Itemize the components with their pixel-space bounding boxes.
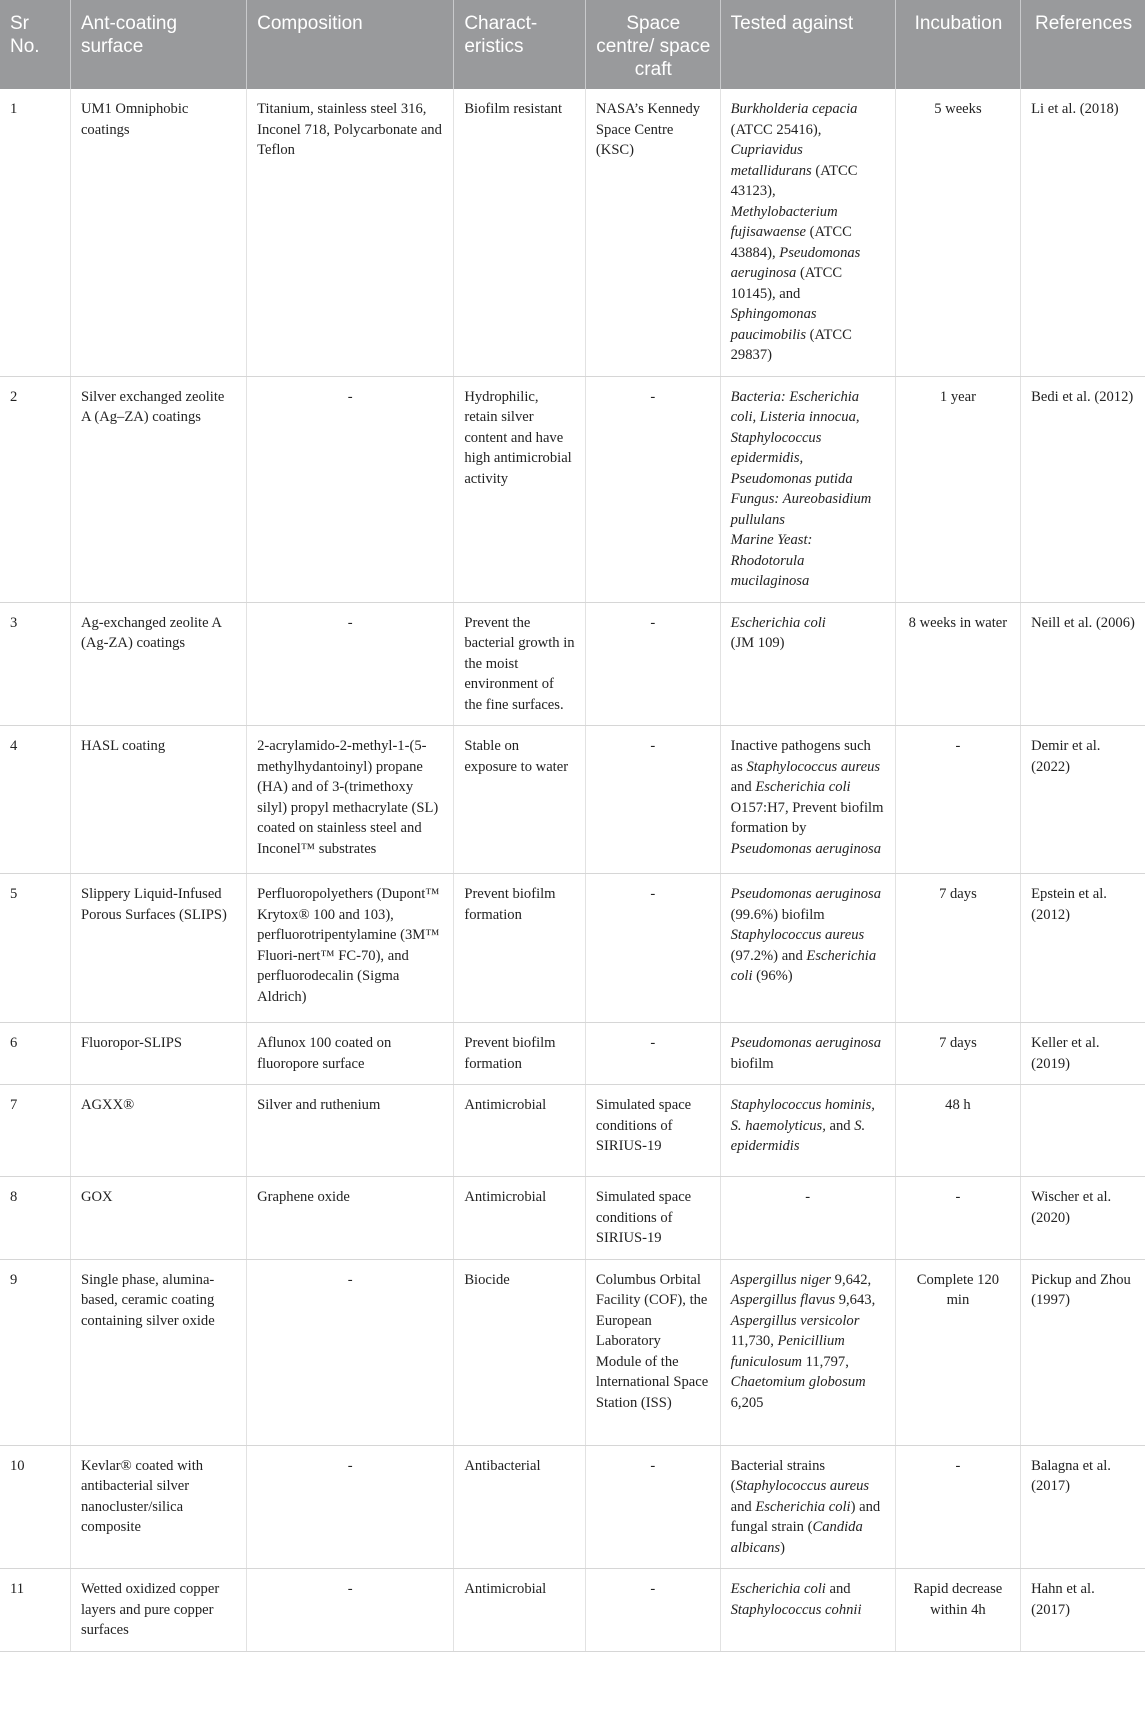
cell-composition: 2-acrylamido-2-methyl-1-(5-methylhydantoinyl) propane (HA) and of 3-(trimethoxy silyl) propyl methacrylate (SL) coated on stainless steel and Inconel™ substrates <box>247 726 454 874</box>
cell-characteristics: Prevent biofilm formation <box>454 1023 586 1085</box>
tested-segment: and <box>730 779 756 795</box>
tested-segment: (99.6%) biofilm <box>730 906 825 923</box>
cell-surface: Ag-exchanged zeolite A (Ag-ZA) coatings <box>70 602 246 726</box>
tested-segment: (ATCC 25416), <box>730 121 822 138</box>
cell-sr: 1 <box>0 89 70 376</box>
tested-segment: Pseudomonas aeruginosa <box>730 1035 882 1051</box>
tested-segment: - <box>805 1189 811 1205</box>
cell-characteristics: Antimicrobial <box>454 1569 586 1652</box>
tested-segment: 11,797, <box>801 1353 849 1370</box>
cell-tested-against <box>720 1569 895 1652</box>
cell-space: - <box>585 1023 720 1085</box>
cell-surface: GOX <box>70 1177 246 1260</box>
cell-incubation: - <box>895 1445 1020 1569</box>
cell-space: - <box>585 726 720 874</box>
cell-sr: 5 <box>0 874 70 1023</box>
table-row <box>0 602 1145 726</box>
header-space: Space centre/ space craft <box>585 0 720 89</box>
cell-references: Wischer et al. (2020) <box>1021 1177 1145 1260</box>
tested-segment: (96%) <box>752 968 793 984</box>
tested-segment: Chaetomium globosum <box>730 1374 866 1390</box>
tested-segment: Escherichia coli <box>730 614 826 631</box>
cell-references: Bedi et al. (2012) <box>1021 376 1145 602</box>
cell-sr: 11 <box>0 1569 70 1652</box>
cell-sr: 4 <box>0 726 70 874</box>
cell-surface: UM1 Omniphobic coatings <box>70 89 246 376</box>
tested-segment: Aspergillus versicolor <box>730 1312 860 1329</box>
tested-segment: Burkholderia cepacia <box>730 101 858 117</box>
header-surface: Ant-coating surface <box>70 0 246 89</box>
cell-characteristics: Antibacterial <box>454 1445 586 1569</box>
cell-surface: Silver exchanged zeolite A (Ag–ZA) coatings <box>70 376 246 602</box>
cell-incubation: 5 weeks <box>895 89 1020 376</box>
cell-surface: Single phase, alumina-based, ceramic coating containing silver oxide <box>70 1259 246 1445</box>
tested-segment: Staphylococcus cohnii <box>730 1601 862 1618</box>
table-row <box>0 1023 1145 1085</box>
table-body <box>0 89 1145 1651</box>
tested-segment: Pseudomonas aeruginosa <box>730 840 882 857</box>
cell-sr: 10 <box>0 1445 70 1569</box>
cell-tested-against <box>720 89 895 376</box>
tested-segment: Staphylococcus aureus <box>730 927 865 943</box>
cell-space: - <box>585 376 720 602</box>
cell-tested-against <box>720 1177 895 1260</box>
cell-sr: 3 <box>0 602 70 726</box>
cell-space: - <box>585 602 720 726</box>
table-row <box>0 726 1145 874</box>
tested-segment: Escherichia coli <box>730 947 877 984</box>
cell-tested-against <box>720 602 895 726</box>
cell-incubation: - <box>895 1177 1020 1260</box>
table-row <box>0 376 1145 602</box>
cell-tested-against <box>720 1023 895 1085</box>
cell-space: NASA’s Kennedy Space Centre (KSC) <box>585 89 720 376</box>
cell-surface: AGXX® <box>70 1085 246 1177</box>
cell-composition: - <box>247 1445 454 1569</box>
header-characteristics: Charact-eristics <box>454 0 586 89</box>
tested-segment: Bacteria: Escherichia coli, Listeria innocua, Staphylococcus epidermidis, Pseudomonas putida <box>730 388 860 487</box>
tested-segment: and <box>730 1498 756 1515</box>
tested-segment: ) <box>780 1539 785 1556</box>
cell-tested-against <box>720 1259 895 1445</box>
header-incubation: Incubation <box>895 0 1020 89</box>
cell-space: - <box>585 1445 720 1569</box>
cell-composition: - <box>247 602 454 726</box>
table-row <box>0 1445 1145 1569</box>
cell-composition: - <box>247 1569 454 1652</box>
cell-characteristics: Hydrophilic, retain silver content and have high antimicrobial activity <box>454 376 586 602</box>
tested-segment: Marine Yeast: Rhodotorula mucilaginosa <box>730 532 813 589</box>
header-references: References <box>1021 0 1145 89</box>
cell-characteristics: Biocide <box>454 1259 586 1445</box>
cell-incubation: Rapid decrease within 4h <box>895 1569 1020 1652</box>
tested-segment: Escherichia coli <box>755 779 851 795</box>
header-composition: Composition <box>247 0 454 89</box>
cell-references <box>1021 1085 1145 1177</box>
cell-references: Epstein et al. (2012) <box>1021 874 1145 1023</box>
cell-references: Neill et al. (2006) <box>1021 602 1145 726</box>
cell-surface: Wetted oxidized copper layers and pure copper surfaces <box>70 1569 246 1652</box>
cell-space: - <box>585 1569 720 1652</box>
cell-sr: 6 <box>0 1023 70 1085</box>
tested-segment: (ATCC 43123), <box>730 162 858 199</box>
tested-segment: Staphylococcus hominis, S. haemolyticus, <box>730 1097 875 1134</box>
cell-tested-against <box>720 1445 895 1569</box>
tested-segment: S. epidermidis <box>730 1117 866 1154</box>
header-sr: Sr No. <box>0 0 70 89</box>
cell-incubation: 48 h <box>895 1085 1020 1177</box>
cell-space: Simulated space conditions of SIRIUS-19 <box>585 1177 720 1260</box>
cell-references: Pickup and Zhou (1997) <box>1021 1259 1145 1445</box>
cell-composition: Silver and ruthenium <box>247 1085 454 1177</box>
cell-references: Balagna et al. (2017) <box>1021 1445 1145 1569</box>
tested-segment: (97.2%) and <box>730 947 807 964</box>
tested-segment: Staphylococcus aureus <box>735 1478 870 1494</box>
cell-incubation: 1 year <box>895 376 1020 602</box>
cell-characteristics: Prevent the bacterial growth in the moist environment of the fine surfaces. <box>454 602 586 726</box>
cell-sr: 8 <box>0 1177 70 1260</box>
table-header-row <box>0 0 1145 89</box>
tested-segment: (JM 109) <box>730 635 785 651</box>
cell-composition: Graphene oxide <box>247 1177 454 1260</box>
tested-segment: 9,642, <box>831 1271 872 1288</box>
cell-composition: - <box>247 376 454 602</box>
cell-characteristics: Antimicrobial <box>454 1177 586 1260</box>
cell-composition: Titanium, stainless steel 316, Inconel 718, Polycarbonate and Teflon <box>247 89 454 376</box>
tested-segment: and <box>825 1117 855 1134</box>
cell-tested-against <box>720 1085 895 1177</box>
cell-references: Hahn et al. (2017) <box>1021 1569 1145 1652</box>
cell-tested-against <box>720 874 895 1023</box>
tested-segment: biofilm <box>730 1055 774 1072</box>
tested-segment: Fungus: Aureobasidium pullulans <box>730 491 872 528</box>
cell-references: Keller et al. (2019) <box>1021 1023 1145 1085</box>
table-row <box>0 1569 1145 1652</box>
cell-incubation: 8 weeks in water <box>895 602 1020 726</box>
tested-segment: Staphylococcus aureus <box>746 758 881 775</box>
cell-references: Demir et al. (2022) <box>1021 726 1145 874</box>
cell-incubation: 7 days <box>895 874 1020 1023</box>
cell-surface: HASL coating <box>70 726 246 874</box>
cell-references: Li et al. (2018) <box>1021 89 1145 376</box>
cell-characteristics: Prevent biofilm formation <box>454 874 586 1023</box>
tested-segment: O157:H7, Prevent biofilm formation by <box>730 799 884 836</box>
tested-segment: Methylobacterium fujisawaense <box>730 203 838 240</box>
table-row <box>0 89 1145 376</box>
tested-segment: and <box>825 1581 851 1597</box>
tested-segment: Candida albicans <box>730 1519 863 1556</box>
table-row <box>0 1259 1145 1445</box>
cell-surface: Fluoropor-SLIPS <box>70 1023 246 1085</box>
cell-surface: Kevlar® coated with antibacterial silver nanocluster/silica composite <box>70 1445 246 1569</box>
tested-segment: 11,730, <box>730 1333 778 1349</box>
cell-sr: 2 <box>0 376 70 602</box>
tested-segment: ) and fungal strain ( <box>730 1498 881 1535</box>
tested-segment: Aspergillus niger <box>730 1271 832 1288</box>
cell-incubation: - <box>895 726 1020 874</box>
cell-incubation: Complete 120 min <box>895 1259 1020 1445</box>
tested-segment: Escherichia coli <box>755 1498 851 1515</box>
tested-segment: 6,205 <box>730 1394 764 1411</box>
tested-segment: Penicillium funiculosum <box>730 1333 845 1370</box>
cell-tested-against <box>720 376 895 602</box>
tested-segment: Aspergillus flavus <box>730 1292 836 1308</box>
tested-segment: Inactive pathogens such as <box>730 738 871 775</box>
tested-segment: (ATCC 43884), <box>730 224 852 261</box>
cell-composition: Perfluoropolyethers (Dupont™ Krytox® 100 and 103), perfluorotripentylamine (3M™ Fluori-nert™ FC-70), and perfluorodecalin (Sigma Aldrich) <box>247 874 454 1023</box>
cell-characteristics: Stable on exposure to water <box>454 726 586 874</box>
tested-segment: 9,643, <box>835 1292 876 1308</box>
cell-sr: 9 <box>0 1259 70 1445</box>
table-row <box>0 874 1145 1023</box>
tested-segment: Pseudomonas aeruginosa <box>730 886 882 902</box>
cell-composition: - <box>247 1259 454 1445</box>
cell-space: Simulated space conditions of SIRIUS-19 <box>585 1085 720 1177</box>
cell-space: Columbus Orbital Facility (COF), the European Laboratory Module of the lnternational Space Station (ISS) <box>585 1259 720 1445</box>
cell-sr: 7 <box>0 1085 70 1177</box>
cell-composition: Aflunox 100 coated on fluoropore surface <box>247 1023 454 1085</box>
header-tested: Tested against <box>720 0 895 89</box>
table-row <box>0 1085 1145 1177</box>
cell-characteristics: Antimicrobial <box>454 1085 586 1177</box>
tested-segment: Cupriavidus metallidurans <box>730 142 812 179</box>
table-row <box>0 1177 1145 1260</box>
tested-segment: Bacterial strains ( <box>730 1457 826 1494</box>
tested-segment: (ATCC 29837) <box>730 326 852 363</box>
cell-tested-against <box>720 726 895 874</box>
tested-segment: Escherichia coli <box>730 1581 826 1597</box>
cell-incubation: 7 days <box>895 1023 1020 1085</box>
tested-segment: Pseudomonas aeruginosa <box>730 244 861 281</box>
cell-space: - <box>585 874 720 1023</box>
tested-segment: Sphingomonas paucimobilis <box>730 306 817 343</box>
cell-surface: Slippery Liquid-Infused Porous Surfaces (SLIPS) <box>70 874 246 1023</box>
cell-characteristics: Biofilm resistant <box>454 89 586 376</box>
tested-segment: (ATCC 10145), and <box>730 265 843 302</box>
